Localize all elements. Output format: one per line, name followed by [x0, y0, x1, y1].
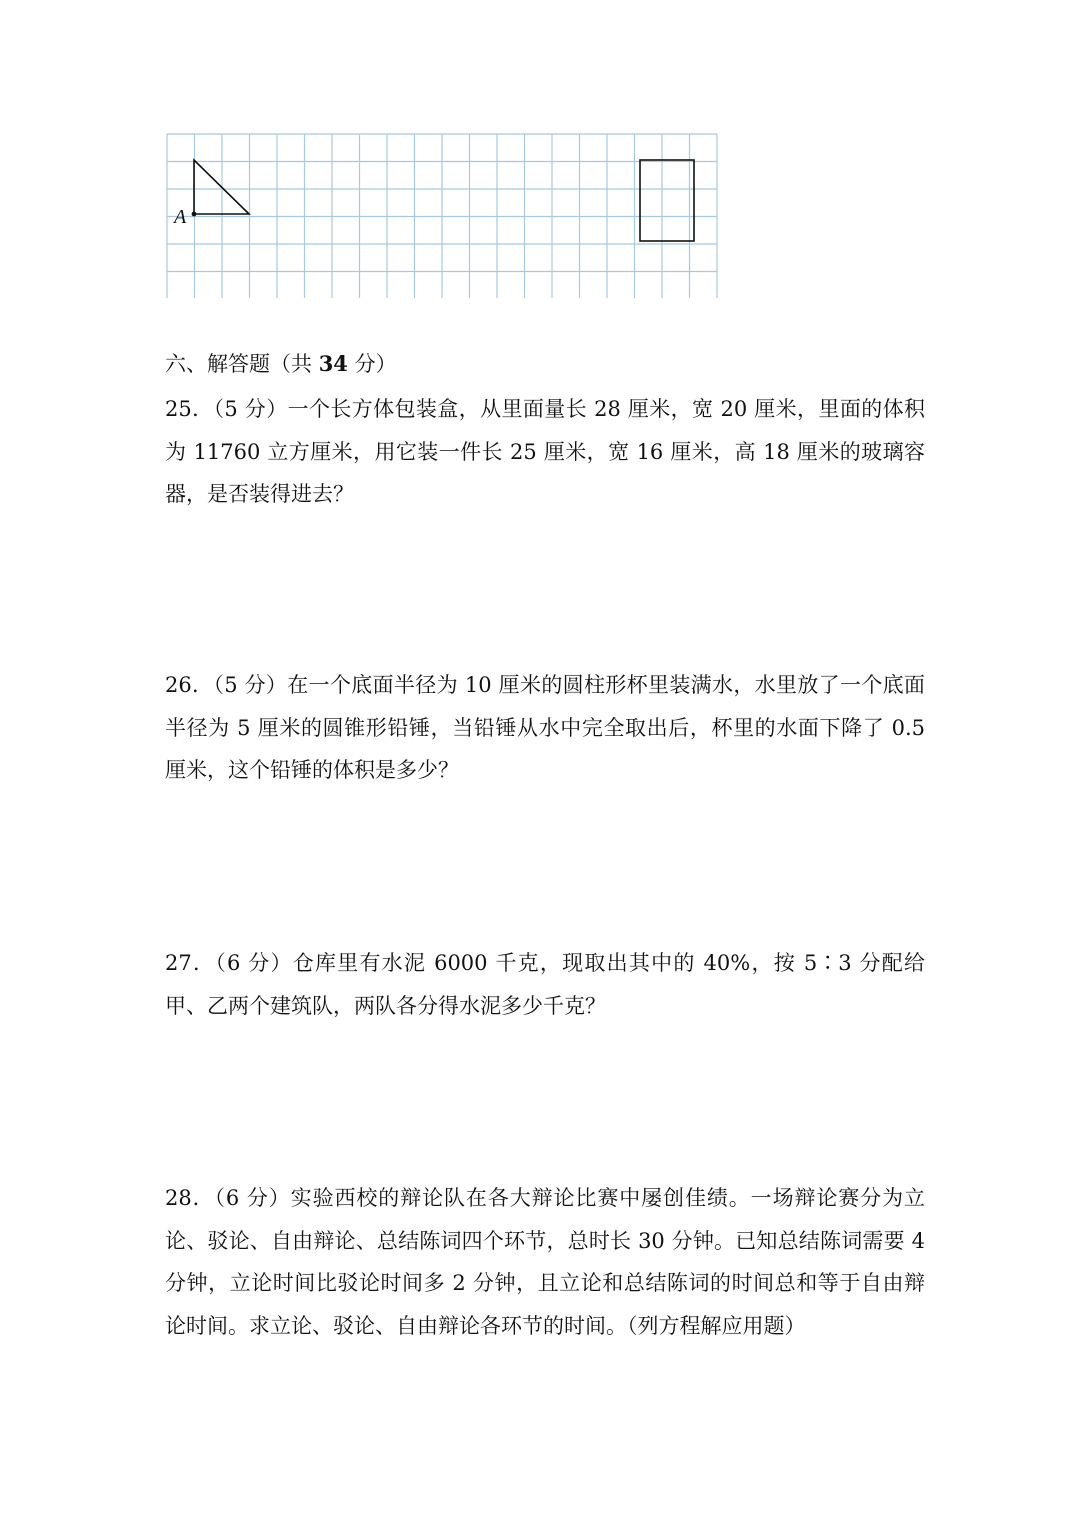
grid-figure — [166, 133, 724, 298]
rectangle-shape — [640, 160, 694, 241]
question-26: 26．（5 分）在一个底面半径为 10 厘米的圆柱形杯里装满水，水里放了一个底面半径为 5 厘米的圆锥形铅锤，当铅锤从水中完全取出后，杯里的水面下降了 0.5 厘米，这个铅锤的体积是多少？ — [165, 673, 925, 782]
section-points: 34 — [318, 351, 348, 376]
point-a-label: A — [174, 206, 187, 228]
section-title-prefix: 六、解答题（共 — [165, 352, 319, 376]
question-28: 28．（6 分）实验西校的辩论队在各大辩论比赛中屡创佳绩。一场辩论赛分为立论、驳论、自由辩论、总结陈词四个环节，总时长 30 分钟。已知总结陈词需要 4 分钟，立论时间比驳论时间多 2 分钟，且立论和总结陈词的时间总和等于自由辩论时间。求立论、驳论、自由辩论各环节的时间。（列方程解应用题） — [165, 1186, 925, 1338]
grid-lines — [167, 134, 717, 298]
section-title-suffix: 分） — [347, 352, 397, 376]
section-title — [165, 346, 397, 382]
question-27: 27．（6 分）仓库里有水泥 6000 千克，现取出其中的 40%，按 5∶3 分配给甲、乙两个建筑队，两队各分得水泥多少千克？ — [165, 951, 925, 1018]
point-a-dot — [192, 212, 197, 217]
question-25: 25．（5 分）一个长方体包装盒，从里面量长 28 厘米，宽 20 厘米，里面的体积为 11760 立方厘米，用它装一件长 25 厘米，宽 16 厘米，高 18 厘米的玻璃容器，是否装得进去？ — [165, 397, 925, 506]
